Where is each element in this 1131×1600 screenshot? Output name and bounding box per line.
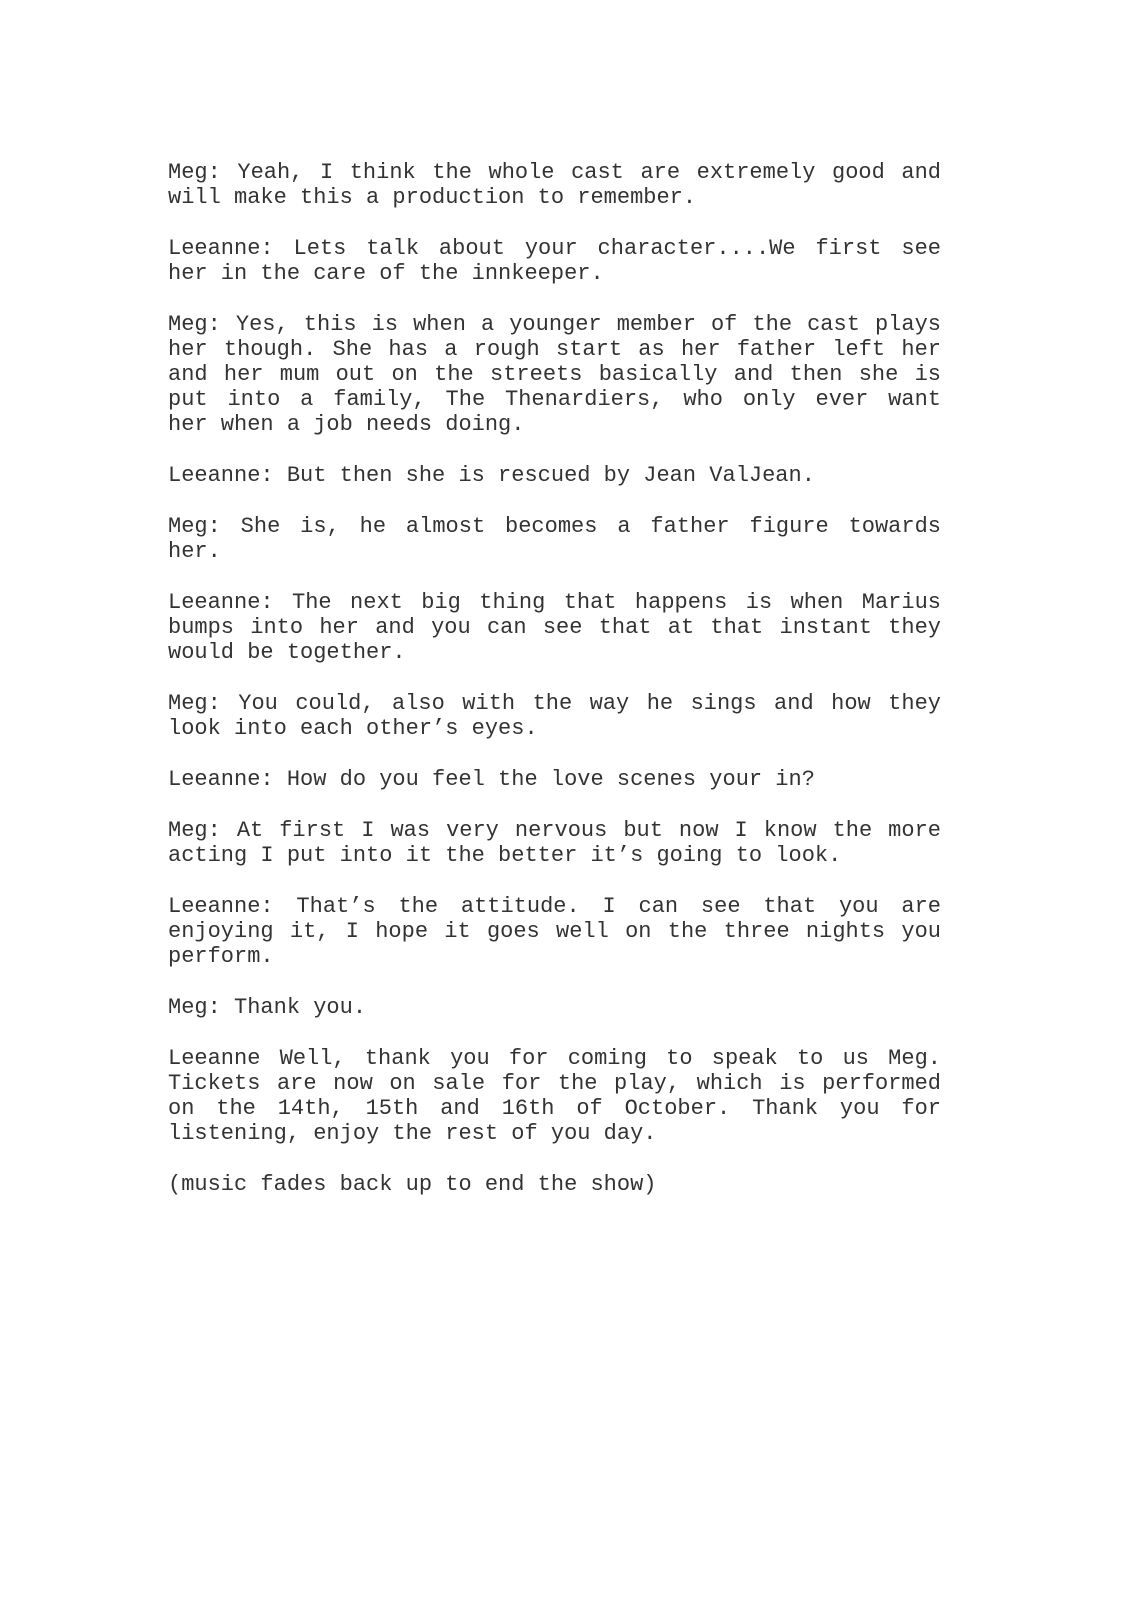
text-line: her. [168,539,221,564]
transcript-paragraph [168,312,941,437]
text-line: Meg: At first I was very nervous but now I know the more [168,818,941,843]
text-line: enjoying it, I hope it goes well on the three nights you [168,919,941,944]
transcript-paragraph [168,691,941,741]
text-line: her though. She has a rough start as her father left her [168,337,941,362]
document-page [168,160,941,1223]
text-line: will make this a production to remember. [168,185,697,210]
text-line: Meg: She is, he almost becomes a father figure towards [168,514,941,539]
transcript-paragraph [168,590,941,665]
transcript-paragraph [168,463,941,488]
text-line: Leeanne: The next big thing that happens is when Marius [168,590,941,615]
text-line: her when a job needs doing. [168,412,525,437]
text-line: and her mum out on the streets basically and then she is [168,362,941,387]
transcript-paragraph [168,1172,941,1197]
transcript-paragraph [168,894,941,969]
text-line: would be together. [168,640,406,665]
text-line: Leeanne: Lets talk about your character....We first see [168,236,941,261]
text-line: Meg: Thank you. [168,995,367,1020]
text-line: put into a family, The Thenardiers, who only ever want [168,387,941,412]
text-line: Tickets are now on sale for the play, which is performed [168,1071,941,1096]
text-line: Leeanne: That’s the attitude. I can see that you are [168,894,941,919]
text-line: Leeanne Well, thank you for coming to speak to us Meg. [168,1046,941,1071]
transcript-paragraph [168,767,941,792]
text-line: bumps into her and you can see that at that instant they [168,615,941,640]
transcript-paragraph [168,1046,941,1146]
text-line: look into each other’s eyes. [168,716,538,741]
text-line: Leeanne: But then she is rescued by Jean ValJean. [168,463,815,488]
text-line: on the 14th, 15th and 16th of October. Thank you for [168,1096,941,1121]
text-line: Leeanne: How do you feel the love scenes your in? [168,767,815,792]
transcript-paragraph [168,514,941,564]
text-line: her in the care of the innkeeper. [168,261,604,286]
transcript-paragraph [168,818,941,868]
transcript-paragraph [168,236,941,286]
text-line: listening, enjoy the rest of you day. [168,1121,657,1146]
text-line: Meg: Yeah, I think the whole cast are extremely good and [168,160,941,185]
text-line: acting I put into it the better it’s going to look. [168,843,842,868]
text-line: Meg: You could, also with the way he sings and how they [168,691,941,716]
transcript-paragraph [168,160,941,210]
transcript-paragraph [168,995,941,1020]
text-line: perform. [168,944,274,969]
text-line: (music fades back up to end the show) [168,1172,657,1197]
text-line: Meg: Yes, this is when a younger member of the cast plays [168,312,941,337]
